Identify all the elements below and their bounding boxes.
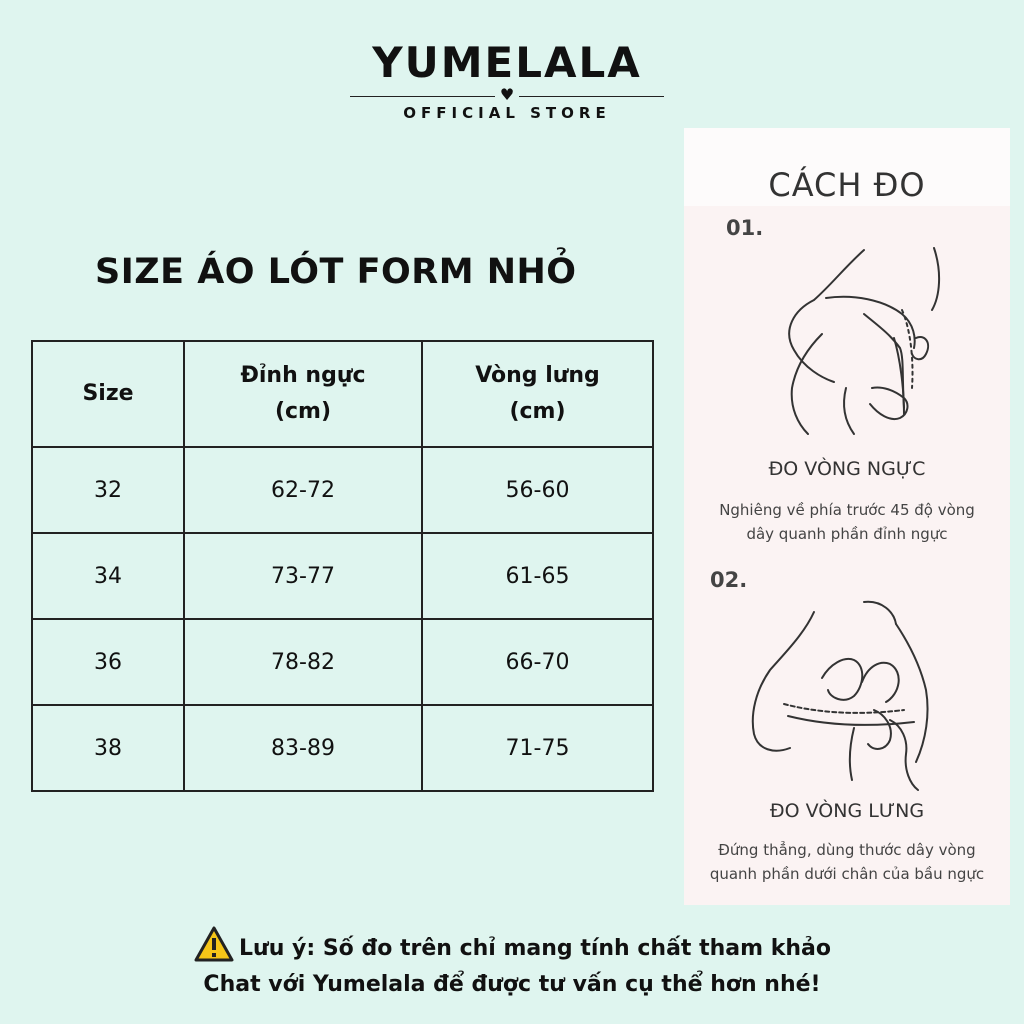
header-underbust-unit: (cm) xyxy=(509,399,566,424)
measure-underbust-illustration-icon xyxy=(744,594,984,794)
guide-title: CÁCH ĐO xyxy=(768,166,926,204)
note-line-2: Chat với Yumelala để được tư vấn cụ thể hơn nhé! xyxy=(203,972,821,997)
header-bust xyxy=(184,341,422,447)
cell-underbust: 61-65 xyxy=(422,533,653,619)
cell-underbust: 66-70 xyxy=(422,619,653,705)
logo-divider-left xyxy=(350,96,495,97)
measuring-guide-panel xyxy=(684,128,1010,905)
table-row xyxy=(32,533,653,619)
cell-size: 36 xyxy=(32,619,184,705)
step-1-description xyxy=(692,498,1002,546)
brand-tagline: OFFICIAL STORE xyxy=(403,104,611,122)
cell-size: 34 xyxy=(32,533,184,619)
table-row xyxy=(32,447,653,533)
disclaimer-note xyxy=(0,925,1024,1003)
measure-bust-illustration-icon xyxy=(754,238,974,438)
step-2-description xyxy=(692,838,1002,886)
header-underbust-label: Vòng lưng xyxy=(475,363,600,388)
note-line-1-row xyxy=(0,925,1024,967)
header-bust-unit: (cm) xyxy=(274,399,332,424)
cell-underbust: 56-60 xyxy=(422,447,653,533)
warning-icon xyxy=(193,925,235,963)
heart-icon: ♥ xyxy=(499,85,515,104)
cell-underbust: 71-75 xyxy=(422,705,653,791)
step-2-desc-line1: Đứng thẳng, dùng thước dây vòng xyxy=(718,841,976,859)
header-size xyxy=(32,341,184,447)
cell-bust: 62-72 xyxy=(184,447,422,533)
table-row xyxy=(32,705,653,791)
cell-bust: 78-82 xyxy=(184,619,422,705)
note-line-1: Lưu ý: Số đo trên chỉ mang tính chất tham khảo xyxy=(239,936,831,961)
step-2-label: ĐO VÒNG LƯNG xyxy=(769,800,925,822)
step-1-desc-line1: Nghiêng về phía trước 45 độ vòng xyxy=(719,501,975,519)
cell-bust: 73-77 xyxy=(184,533,422,619)
step-2-number: 02. xyxy=(710,568,748,592)
step-1-desc-line2: dây quanh phần đỉnh ngực xyxy=(746,525,948,543)
page-title: SIZE ÁO LÓT FORM NHỎ xyxy=(95,252,577,292)
cell-size: 32 xyxy=(32,447,184,533)
cell-size: 38 xyxy=(32,705,184,791)
step-2-desc-line2: quanh phần dưới chân của bầu ngực xyxy=(709,865,985,883)
step-1-label: ĐO VÒNG NGỰC xyxy=(768,458,926,480)
logo-divider-right xyxy=(519,96,664,97)
brand-logo xyxy=(350,38,664,122)
table-row xyxy=(32,619,653,705)
header-bust-label: Đỉnh ngực xyxy=(240,363,366,388)
header-size-label: Size xyxy=(82,381,134,406)
header-underbust xyxy=(422,341,653,447)
table-header-row xyxy=(32,341,653,447)
brand-name: YUMELALA xyxy=(372,38,642,87)
size-table xyxy=(31,340,654,792)
step-1-number: 01. xyxy=(726,216,764,240)
cell-bust: 83-89 xyxy=(184,705,422,791)
